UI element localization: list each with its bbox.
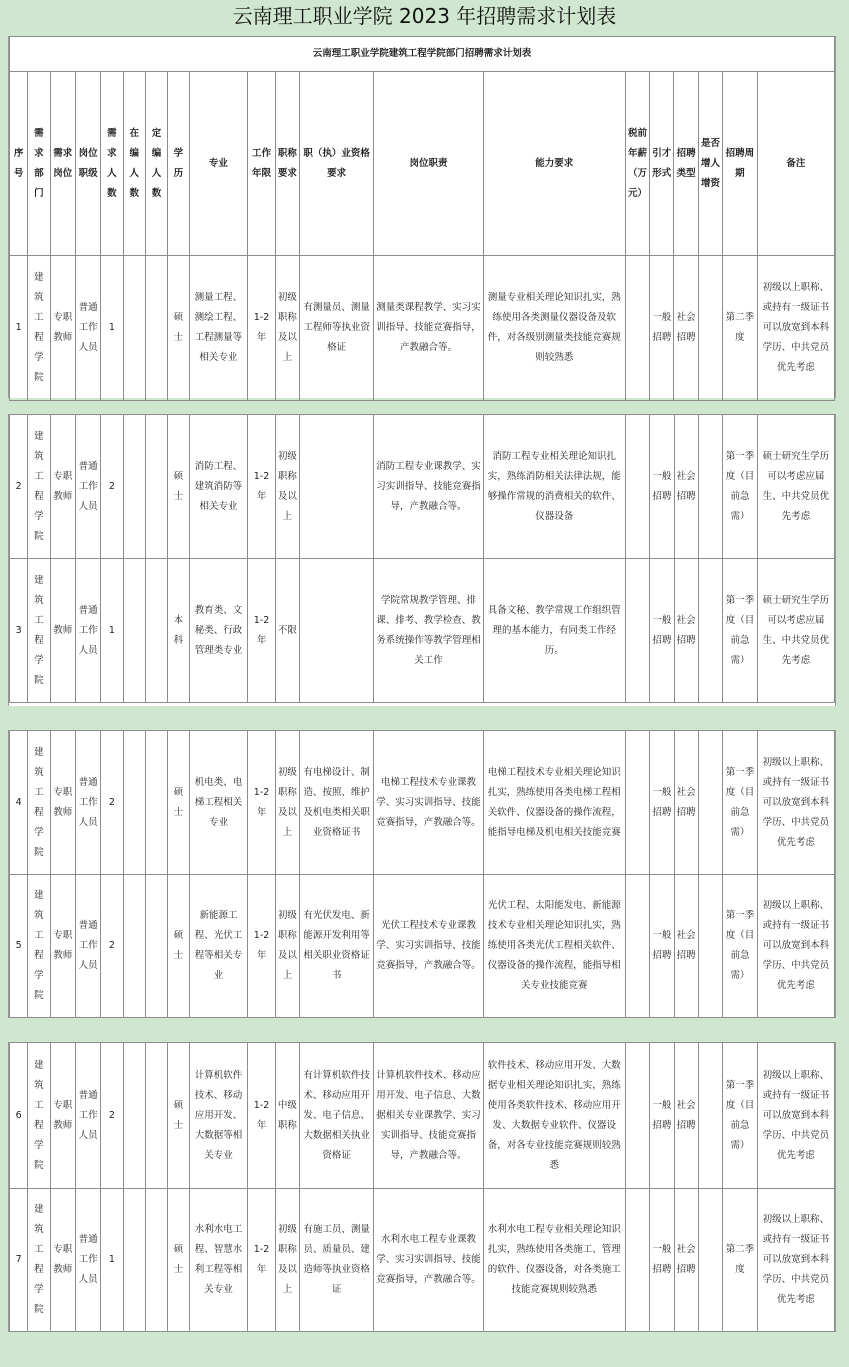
- recruitment-table-part-1: [9, 36, 835, 401]
- cell-years: 1-2年: [248, 256, 275, 401]
- column-header: 需求岗位: [50, 72, 75, 256]
- cell-title: 初级职称及以上: [275, 1189, 299, 1332]
- cell-major: 消防工程、建筑消防等相关专业: [189, 415, 248, 559]
- table-row: [10, 559, 835, 703]
- cell-increase: [698, 415, 722, 559]
- column-header: 序号: [10, 72, 28, 256]
- cell-quota: [145, 256, 167, 401]
- cell-no: 1: [10, 256, 28, 401]
- cell-salary: [625, 559, 649, 703]
- cell-cert: [300, 559, 374, 703]
- cell-dept: 建筑工程学院: [28, 1189, 50, 1332]
- cell-post: 专职教师: [50, 1043, 75, 1189]
- cell-ability: 光伏工程、太阳能发电、新能源技术专业相关理论知识扎实，熟练使用各类光伏工程相关软件、仪器设备的操作流程，能指导相关专业技能竞赛: [483, 875, 625, 1018]
- cell-type: 社会招聘: [674, 1189, 698, 1332]
- cell-note: 初级以上职称、或持有一级证书可以放宽到本科学历、中共党员优先考虑: [757, 875, 834, 1018]
- cell-cert: [300, 415, 374, 559]
- cell-dept: 建筑工程学院: [28, 415, 50, 559]
- table-row: [10, 415, 835, 559]
- cell-title: 初级职称及以上: [275, 731, 299, 875]
- cell-edu: 硕士: [168, 415, 189, 559]
- cell-no: 5: [10, 875, 28, 1018]
- cell-cert: 有计算机软件技术、移动应用开发、电子信息、大数据相关执业资格证: [300, 1043, 374, 1189]
- cell-form: 一般招聘: [650, 256, 674, 401]
- cell-type: 社会招聘: [674, 415, 698, 559]
- table-title: 云南理工职业学院建筑工程学院部门招聘需求计划表: [10, 37, 835, 72]
- cell-onstaff: [123, 731, 145, 875]
- cell-years: 1-2年: [248, 875, 275, 1018]
- cell-level: 普通工作人员: [75, 875, 100, 1018]
- cell-dept: 建筑工程学院: [28, 256, 50, 401]
- cell-form: 一般招聘: [650, 1189, 674, 1332]
- table-row: [10, 256, 835, 401]
- cell-increase: [698, 1189, 722, 1332]
- column-header: 在编人数: [123, 72, 145, 256]
- column-header: 职（执）业资格要求: [300, 72, 374, 256]
- cell-edu: 本科: [168, 559, 189, 703]
- cell-post: 专职教师: [50, 875, 75, 1018]
- column-header: 税前年薪（万元）: [625, 72, 649, 256]
- cell-quota: [145, 875, 167, 1018]
- cell-post: 教师: [50, 559, 75, 703]
- cell-form: 一般招聘: [650, 1043, 674, 1189]
- table-sheet-2: [8, 414, 836, 706]
- cell-years: 1-2年: [248, 415, 275, 559]
- cell-edu: 硕士: [168, 1043, 189, 1189]
- column-header: 岗位职级: [75, 72, 100, 256]
- table-row: [10, 875, 835, 1018]
- cell-type: 社会招聘: [674, 256, 698, 401]
- cell-cycle: 第二季度: [723, 256, 757, 401]
- cell-onstaff: [123, 875, 145, 1018]
- cell-demand: 1: [101, 256, 123, 401]
- cell-no: 6: [10, 1043, 28, 1189]
- cell-title: 初级职称及以上: [275, 256, 299, 401]
- cell-salary: [625, 731, 649, 875]
- cell-quota: [145, 1189, 167, 1332]
- header-row: [10, 72, 835, 256]
- cell-no: 3: [10, 559, 28, 703]
- cell-dept: 建筑工程学院: [28, 559, 50, 703]
- cell-cycle: 第二季度: [723, 1189, 758, 1332]
- cell-no: 7: [10, 1189, 28, 1332]
- table-sheet-1: [8, 36, 836, 398]
- cell-cert: 有施工员、测量员、质量员、建造师等执业资格证: [300, 1189, 374, 1332]
- column-header: 是否增人增资: [698, 72, 722, 256]
- cell-level: 普通工作人员: [75, 559, 100, 703]
- table-row: [10, 1189, 835, 1332]
- cell-note: 初级以上职称、或持有一级证书可以放宽到本科学历、中共党员优先考虑: [757, 1189, 834, 1332]
- cell-title: 不限: [275, 559, 299, 703]
- cell-quota: [145, 415, 167, 559]
- cell-level: 普通工作人员: [75, 256, 100, 401]
- cell-demand: 2: [101, 415, 123, 559]
- cell-post: 专职教师: [50, 256, 75, 401]
- cell-edu: 硕士: [168, 1189, 189, 1332]
- column-header: 学历: [168, 72, 189, 256]
- cell-dept: 建筑工程学院: [28, 1043, 50, 1189]
- cell-salary: [625, 1043, 649, 1189]
- cell-ability: 软件技术、移动应用开发、大数据专业相关理论知识扎实，熟练使用各类软件技术、移动应用开发、大数据专业软件、仪器设备，对各专业技能竞赛规则较熟悉: [483, 1043, 625, 1189]
- cell-demand: 2: [101, 875, 123, 1018]
- column-header: 需求部门: [28, 72, 50, 256]
- cell-cycle: 第一季度（目前急需）: [723, 731, 758, 875]
- cell-onstaff: [123, 256, 145, 401]
- cell-no: 2: [10, 415, 28, 559]
- cell-form: 一般招聘: [650, 415, 674, 559]
- cell-years: 1-2年: [248, 731, 275, 875]
- cell-years: 1-2年: [248, 559, 275, 703]
- recruitment-table-part-4: [9, 1042, 835, 1332]
- cell-dept: 建筑工程学院: [28, 731, 50, 875]
- cell-ability: 具备文秘、教学常规工作组织管理的基本能力，有同类工作经历。: [483, 559, 625, 703]
- cell-cycle: 第一季度（目前急需）: [723, 559, 758, 703]
- cell-form: 一般招聘: [650, 559, 674, 703]
- cell-type: 社会招聘: [674, 559, 698, 703]
- cell-note: 初级以上职称、或持有一级证书可以放宽到本科学历、中共党员优先考虑: [757, 1043, 834, 1189]
- column-header: 专业: [189, 72, 248, 256]
- cell-demand: 2: [101, 1043, 123, 1189]
- cell-duty: 测量类课程教学、实习实训指导、技能竞赛指导，产教融合等。: [374, 256, 484, 401]
- cell-major: 新能源工程、光伏工程等相关专业: [189, 875, 248, 1018]
- column-header: 招聘周期: [723, 72, 757, 256]
- cell-level: 普通工作人员: [75, 415, 100, 559]
- cell-ability: 消防工程专业相关理论知识扎实，熟练消防相关法律法规，能够操作常规的消费相关的软件、仪器设备: [483, 415, 625, 559]
- cell-form: 一般招聘: [650, 875, 674, 1018]
- cell-quota: [145, 1043, 167, 1189]
- cell-demand: 2: [101, 731, 123, 875]
- cell-onstaff: [123, 415, 145, 559]
- cell-salary: [625, 415, 649, 559]
- cell-edu: 硕士: [168, 875, 189, 1018]
- cell-cycle: 第一季度（目前急需）: [723, 1043, 758, 1189]
- table-sheet-4: [8, 1042, 836, 1332]
- cell-edu: 硕士: [168, 256, 189, 401]
- table-row: [10, 731, 835, 875]
- cell-increase: [698, 256, 722, 401]
- cell-salary: [625, 875, 649, 1018]
- cell-increase: [698, 875, 722, 1018]
- cell-edu: 硕士: [168, 731, 189, 875]
- cell-note: 硕士研究生学历可以考虑应届生、中共党员优先考虑: [757, 559, 834, 703]
- cell-title: 中级职称: [275, 1043, 299, 1189]
- cell-increase: [698, 731, 722, 875]
- cell-cert: 有测量员、测量工程师等执业资格证: [300, 256, 374, 401]
- cell-salary: [625, 256, 649, 401]
- column-header: 引才形式: [650, 72, 674, 256]
- cell-salary: [625, 1189, 649, 1332]
- cell-cert: 有电梯设计、制造、按照、维护及机电类相关职业资格证书: [300, 731, 374, 875]
- column-header: 定编人数: [145, 72, 167, 256]
- cell-duty: 消防工程专业课教学、实习实训指导、技能竞赛指导，产教融合等。: [374, 415, 484, 559]
- cell-increase: [698, 559, 722, 703]
- cell-cert: 有光伏发电、新能源开发利用等相关职业资格证书: [300, 875, 374, 1018]
- column-header: 能力要求: [483, 72, 625, 256]
- cell-onstaff: [123, 559, 145, 703]
- cell-dept: 建筑工程学院: [28, 875, 50, 1018]
- cell-type: 社会招聘: [674, 875, 698, 1018]
- cell-increase: [698, 1043, 722, 1189]
- page-title: 云南理工职业学院 2023 年招聘需求计划表: [232, 4, 617, 28]
- cell-post: 专职教师: [50, 1189, 75, 1332]
- cell-onstaff: [123, 1189, 145, 1332]
- cell-title: 初级职称及以上: [275, 415, 299, 559]
- column-header: 职称要求: [275, 72, 299, 256]
- cell-level: 普通工作人员: [75, 1043, 100, 1189]
- cell-ability: 测量专业相关理论知识扎实，熟练使用各类测量仪器设备及软件，对各级别测量类技能竞赛规则较熟悉: [483, 256, 625, 401]
- cell-title: 初级职称及以上: [275, 875, 299, 1018]
- cell-post: 专职教师: [50, 731, 75, 875]
- cell-ability: 水利水电工程专业相关理论知识扎实，熟练使用各类施工、管理的软件、仪器设备，对各类施工技能竞赛规则较熟悉: [483, 1189, 625, 1332]
- cell-years: 1-2年: [248, 1189, 275, 1332]
- cell-duty: 学院常规教学管理、排课、排考、教学检查、教务系统操作等教学管理相关工作: [374, 559, 484, 703]
- recruitment-table-part-3: [9, 730, 835, 1018]
- column-header: 备注: [757, 72, 834, 256]
- cell-major: 计算机软件技术、移动应用开发、大数据等相关专业: [189, 1043, 248, 1189]
- column-header: 需求人数: [101, 72, 123, 256]
- cell-major: 水利水电工程、智慧水利工程等相关专业: [189, 1189, 248, 1332]
- cell-level: 普通工作人员: [75, 1189, 100, 1332]
- cell-major: 教育类、文秘类、行政管理类专业: [189, 559, 248, 703]
- cell-post: 专职教师: [50, 415, 75, 559]
- cell-demand: 1: [101, 559, 123, 703]
- cell-ability: 电梯工程技术专业相关理论知识扎实，熟练使用各类电梯工程相关软件、仪器设备的操作流程，能指导电梯及机电相关技能竞赛: [483, 731, 625, 875]
- column-header: 岗位职责: [374, 72, 484, 256]
- cell-cycle: 第一季度（目前急需）: [723, 415, 758, 559]
- cell-no: 4: [10, 731, 28, 875]
- cell-years: 1-2年: [248, 1043, 275, 1189]
- cell-duty: 光伏工程技术专业课教学、实习实训指导、技能竞赛指导，产教融合等。: [374, 875, 484, 1018]
- column-header: 工作年限: [248, 72, 275, 256]
- cell-duty: 电梯工程技术专业课教学、实习实训指导、技能竞赛指导，产教融合等。: [374, 731, 484, 875]
- cell-level: 普通工作人员: [75, 731, 100, 875]
- column-header: 招聘类型: [674, 72, 698, 256]
- cell-major: 测量工程、测绘工程、工程测量等相关专业: [189, 256, 248, 401]
- cell-form: 一般招聘: [650, 731, 674, 875]
- cell-onstaff: [123, 1043, 145, 1189]
- cell-note: 初级以上职称、或持有一级证书可以放宽到本科学历、中共党员优先考虑: [757, 256, 834, 401]
- recruitment-table-part-2: [9, 414, 835, 703]
- cell-note: 初级以上职称、或持有一级证书可以放宽到本科学历、中共党员优先考虑: [757, 731, 834, 875]
- cell-quota: [145, 559, 167, 703]
- table-sheet-3: [8, 730, 836, 1018]
- cell-major: 机电类、电梯工程相关专业: [189, 731, 248, 875]
- cell-type: 社会招聘: [674, 1043, 698, 1189]
- table-row: [10, 1043, 835, 1189]
- cell-quota: [145, 731, 167, 875]
- cell-duty: 计算机软件技术、移动应用开发、电子信息、大数据相关专业课教学、实习实训指导、技能竞赛指导，产教融合等。: [374, 1043, 484, 1189]
- cell-duty: 水利水电工程专业课教学、实习实训指导、技能竞赛指导，产教融合等。: [374, 1189, 484, 1332]
- cell-type: 社会招聘: [674, 731, 698, 875]
- cell-cycle: 第一季度（目前急需）: [723, 875, 758, 1018]
- cell-note: 硕士研究生学历可以考虑应届生、中共党员优先考虑: [757, 415, 834, 559]
- cell-demand: 1: [101, 1189, 123, 1332]
